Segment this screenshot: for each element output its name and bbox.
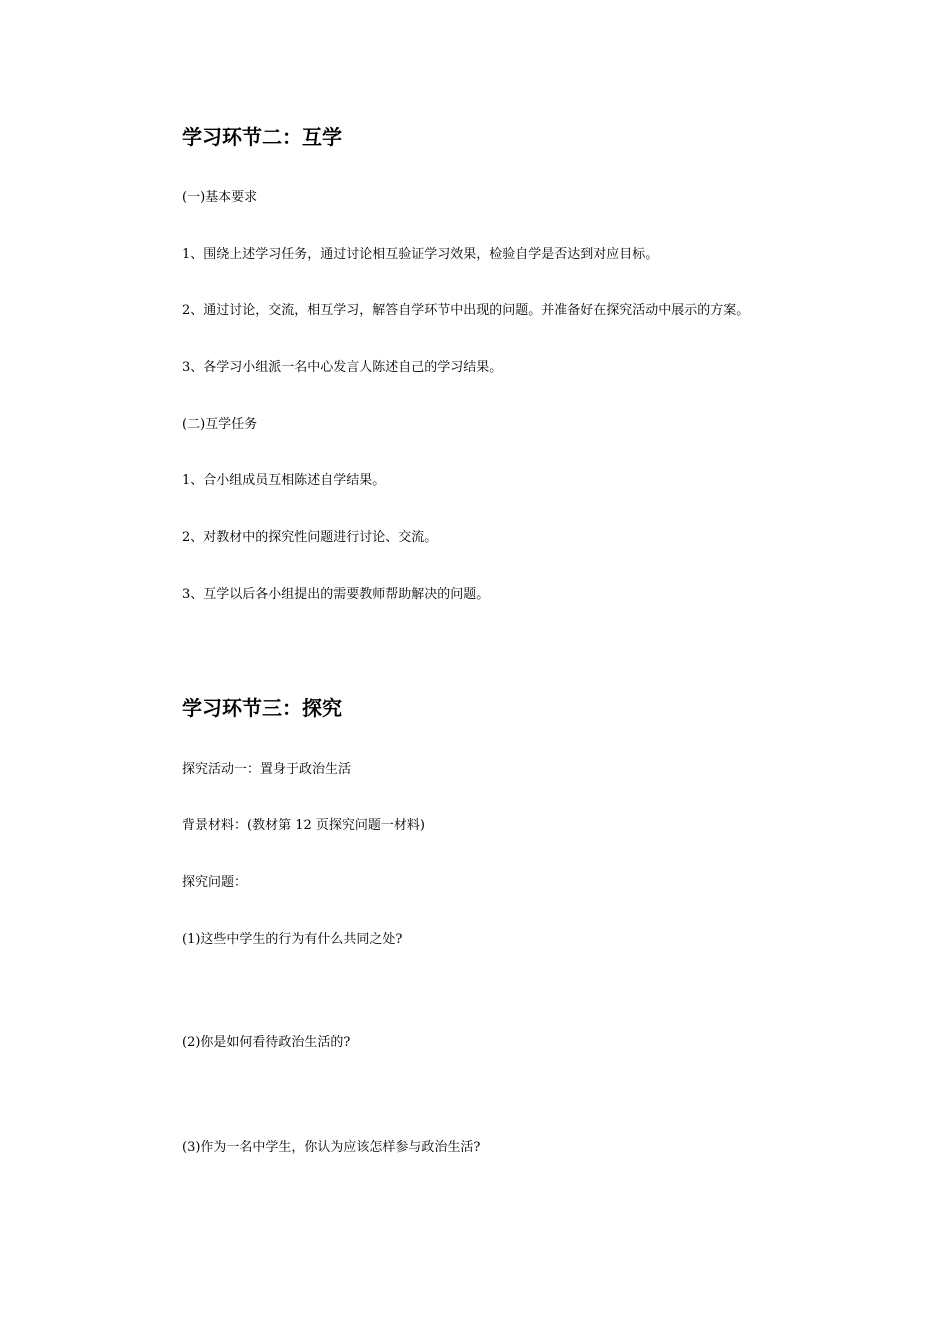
requirement-item: 3、各学习小组派一名中心发言人陈述自己的学习结果。 (182, 360, 503, 375)
requirement-item: 1、围绕上述学习任务，通过讨论相互验证学习效果，检验自学是否达到对应目标。 (182, 247, 659, 262)
question-item: (3)作为一名中学生，你认为应该怎样参与政治生活? (182, 1140, 481, 1155)
question-item: (1)这些中学生的行为有什么共同之处? (182, 932, 403, 947)
tasks-heading: (二)互学任务 (182, 417, 258, 432)
background-material: 背景材料：(教材第 12 页探究问题一材料) (182, 818, 425, 833)
task-item: 1、合小组成员互相陈述自学结果。 (182, 473, 386, 488)
task-item: 3、互学以后各小组提出的需要教师帮助解决的问题。 (182, 587, 490, 602)
section2-title: 学习环节二：互学 (182, 125, 342, 149)
requirement-item: 2、通过讨论，交流，相互学习，解答自学环节中出现的问题。并准备好在探究活动中展示的方案。 (182, 303, 750, 318)
question-item: (2)你是如何看待政治生活的? (182, 1035, 351, 1050)
questions-label: 探究问题： (182, 875, 248, 890)
requirements-heading: (一)基本要求 (182, 190, 258, 205)
activity-title: 探究活动一：置身于政治生活 (182, 762, 352, 777)
section3-title: 学习环节三：探究 (182, 696, 342, 720)
task-item: 2、对教材中的探究性问题进行讨论、交流。 (182, 530, 438, 545)
